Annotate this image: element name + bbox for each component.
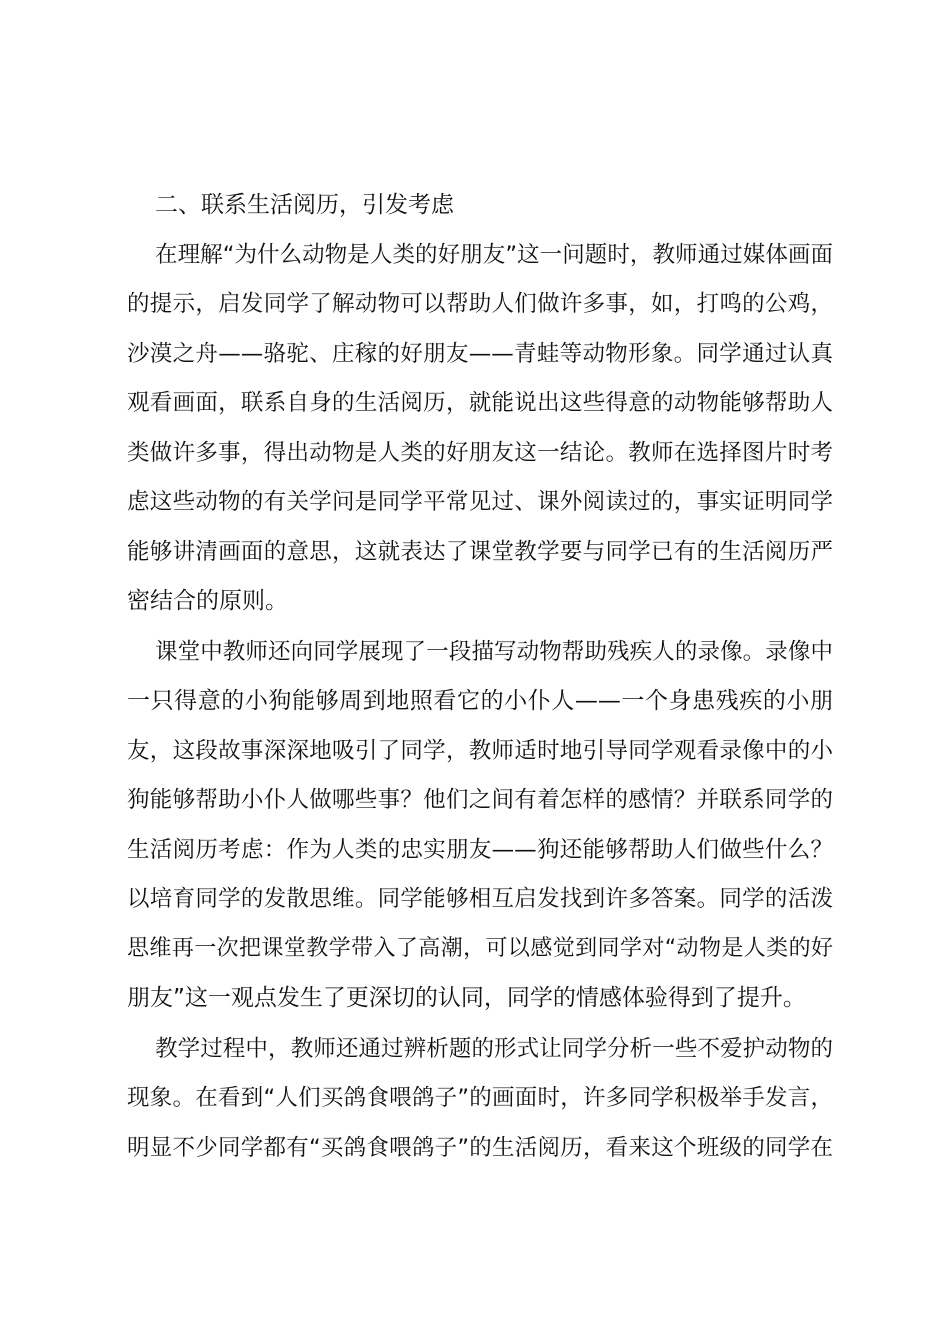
section-heading: 二、联系生活阅历，引发考虑 bbox=[155, 192, 454, 218]
paragraph-2-line-7: 思维再一次把课堂教学带入了高潮，可以感觉到同学对“动物是人类的好 bbox=[127, 936, 833, 961]
paragraph-2-line-2: 一只得意的小狗能够周到地照看它的小仆人——一个身患残疾的小朋 bbox=[127, 688, 833, 714]
paragraph-1-line-1: 在理解“为什么动物是人类的好朋友”这一问题时，教师通过媒体画面 bbox=[155, 242, 833, 268]
paragraph-2-line-5: 生活阅历考虑：作为人类的忠实朋友——狗还能够帮助人们做些什么？ bbox=[127, 837, 833, 863]
paragraph-2-line-6: 以培育同学的发散思维。同学能够相互启发找到许多答案。同学的活泼 bbox=[127, 886, 833, 912]
paragraph-1-line-4: 观看画面，联系自身的生活阅历，就能说出这些得意的动物能够帮助人 bbox=[127, 390, 833, 416]
paragraph-1-line-8: 密结合的原则。 bbox=[127, 588, 288, 614]
paragraph-2-line-1: 课堂中教师还向同学展现了一段描写动物帮助残疾人的录像。录像中 bbox=[155, 639, 833, 665]
paragraph-1-line-7: 能够讲清画面的意思，这就表达了课堂教学要与同学已有的生活阅历严 bbox=[127, 539, 833, 565]
paragraph-1-line-5: 类做许多事，得出动物是人类的好朋友这一结论。教师在选择图片时考 bbox=[127, 440, 833, 466]
paragraph-3-line-2: 现象。在看到“人们买鸽食喂鸽子”的画面时，许多同学积极举手发言， bbox=[127, 1085, 833, 1111]
paragraph-1-line-6: 虑这些动物的有关学问是同学平常见过、课外阅读过的，事实证明同学 bbox=[127, 489, 833, 515]
paragraph-3-line-3: 明显不少同学都有“买鸽食喂鸽子”的生活阅历，看来这个班级的同学在 bbox=[127, 1135, 833, 1161]
paragraph-3-line-1: 教学过程中，教师还通过辨析题的形式让同学分析一些不爱护动物的 bbox=[155, 1036, 833, 1062]
paragraph-1-line-3: 沙漠之舟——骆驼、庄稼的好朋友——青蛙等动物形象。同学通过认真 bbox=[127, 341, 833, 367]
paragraph-1-line-2: 的提示，启发同学了解动物可以帮助人们做许多事，如，打鸣的公鸡， bbox=[127, 291, 833, 317]
paragraph-2-line-3: 友，这段故事深深地吸引了同学，教师适时地引导同学观看录像中的小 bbox=[127, 738, 833, 764]
paragraph-2-line-8: 朋友”这一观点发生了更深切的认同，同学的情感体验得到了提升。 bbox=[127, 985, 806, 1011]
paragraph-2-line-4: 狗能够帮助小仆人做哪些事？他们之间有着怎样的感情？并联系同学的 bbox=[127, 787, 833, 813]
